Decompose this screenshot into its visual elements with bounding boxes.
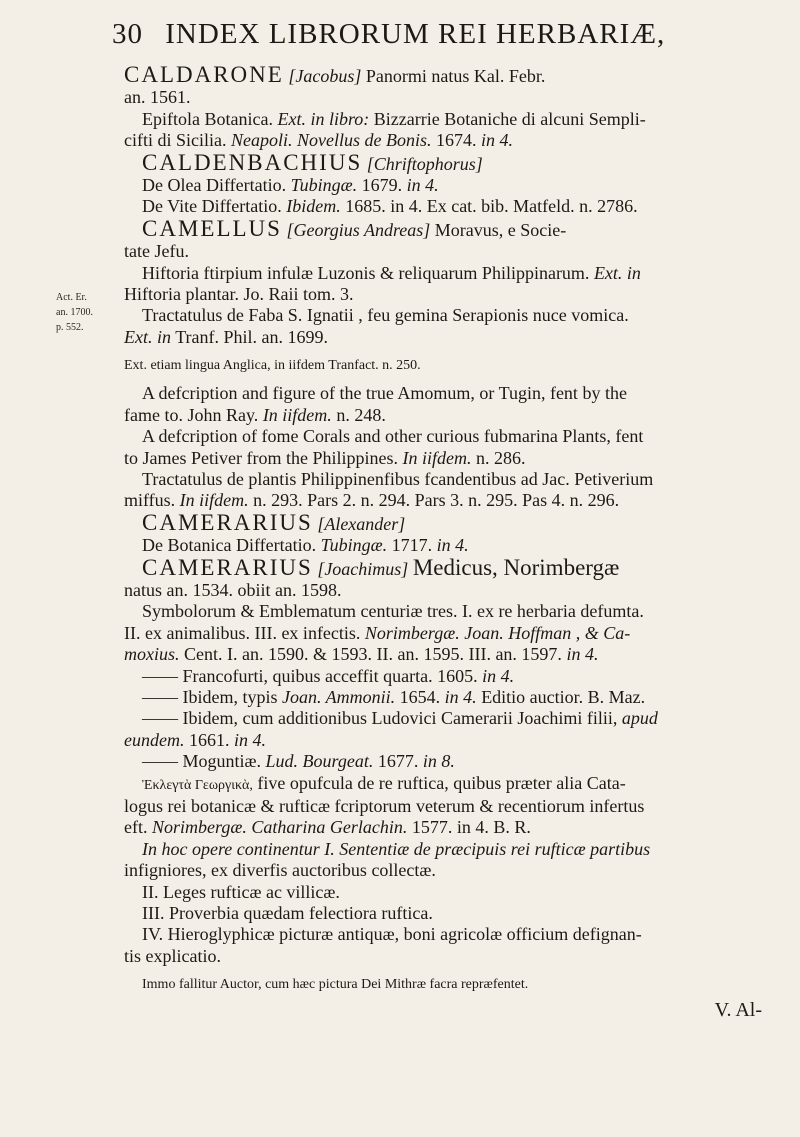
- text-span: Neapoli. Novellus de Bonis.: [230, 130, 432, 151]
- text-span: 1674.: [435, 130, 477, 151]
- text-span: Hiftoria ftirpium infulæ Luzonis & reliquarum Philippinarum.: [142, 262, 590, 283]
- text-span: eundem.: [124, 729, 185, 750]
- text-span: In hoc opere continentur I. Sententiæ de præcipuis rei rufticæ partibus: [142, 838, 651, 859]
- text-span: in 4. B. R.: [456, 817, 531, 838]
- text-span: Tubingæ.: [290, 175, 358, 196]
- text-span: in 8.: [422, 751, 455, 772]
- text-span: in 4.: [480, 130, 513, 151]
- text-span: Norimbergæ. Joan. Hoffman , & Ca-: [364, 622, 631, 643]
- author-given-name: [Joachimus]: [317, 558, 409, 579]
- text-line: [124, 535, 764, 556]
- text-line: [124, 490, 764, 511]
- greek-title: Ἐκλεγτὰ Γεωργικὰ,: [142, 777, 253, 793]
- text-span: De Olea Differtatio.: [142, 175, 287, 196]
- text-span: Tranf. Phil. an. 1699.: [175, 326, 329, 347]
- text-line: logus rei botanicæ & rufticæ fcriptorum veterum & recentiorum infertus: [124, 796, 645, 816]
- text-span: —— Ibidem, cum additionibus Ludovici Camerarii Joachimi filii,: [142, 708, 618, 729]
- footnote-line: Immo fallitur Auctor, cum hæc pictura Dei Mithræ facra repræfentet.: [142, 977, 529, 993]
- text-line: an. 1561.: [124, 87, 191, 108]
- text-span: in 4.: [233, 729, 266, 750]
- margin-note-line: Act. Er.: [56, 292, 87, 303]
- text-span: five opufcula de re ruftica, quibus præter alia Cata-: [257, 772, 626, 793]
- text-line: [124, 751, 764, 772]
- text-span: Tubingæ.: [320, 535, 388, 556]
- author-note: Medicus, Norimbergæ: [412, 554, 620, 580]
- text-line: [124, 175, 764, 196]
- text-span: in 4.: [436, 535, 469, 556]
- text-span: eft.: [124, 817, 148, 838]
- author-given-name: [Georgius Andreas]: [286, 219, 431, 240]
- spacer: [124, 375, 764, 383]
- text-span: Ext. in: [593, 262, 641, 283]
- text-line: A defcription and figure of the true Amomum, or Tugin, fent by the: [142, 383, 627, 404]
- text-span: in 4.: [406, 175, 439, 196]
- text-line: Hiftoria plantar. Jo. Raii tom. 3.: [124, 284, 354, 305]
- text-span: fame to. John Ray.: [124, 404, 259, 425]
- entry-heading-camellus: [124, 215, 764, 241]
- text-span: Ext. in libro:: [277, 108, 370, 129]
- text-line: infigniores, ex diverfis auctoribus collectæ.: [124, 860, 436, 881]
- text-span: in 4.: [482, 665, 515, 686]
- text-span: 1661.: [188, 729, 230, 750]
- text-span: In iifdem.: [179, 490, 249, 511]
- entry-heading-camerarius-joachimus: [124, 554, 764, 580]
- text-line: Tractatulus de plantis Philippinenfibus fcandentibus ad Jac. Petiverium: [142, 468, 654, 489]
- page-number: 30: [112, 18, 143, 50]
- author-surname: CALDARONE: [124, 62, 284, 87]
- text-line: IV. Hieroglyphicæ picturæ antiquæ, boni agricolæ officium defignan-: [142, 924, 642, 945]
- text-span: De Vite Differtatio.: [142, 196, 282, 217]
- text-span: moxius.: [124, 644, 180, 665]
- text-line: Tractatulus de Faba S. Ignatii , feu gemina Serapionis nuce vomica.: [142, 305, 629, 326]
- text-line: [124, 327, 764, 348]
- text-line: [124, 109, 764, 130]
- text-line: [124, 708, 764, 729]
- text-span: in 4.: [444, 686, 477, 707]
- author-surname: CAMERARIUS: [142, 509, 313, 535]
- text-span: Ext. in: [124, 326, 171, 347]
- text-span: n. 293. Pars 2. n. 294. Pars 3. n. 295. Pas 4. n. 296.: [253, 490, 620, 511]
- text-span: II. ex animalibus. III. ex infectis.: [124, 622, 361, 643]
- text-span: —— Moguntiæ.: [142, 751, 262, 772]
- text-span: 1654.: [399, 686, 441, 707]
- text-line: [124, 730, 764, 751]
- margin-note: [56, 290, 102, 335]
- text-span: 1577.: [411, 817, 453, 838]
- author-surname: CALDENBACHIUS: [142, 149, 363, 175]
- text-line: tate Jefu.: [124, 241, 189, 262]
- text-span: Lud. Bourgeat.: [265, 751, 374, 772]
- text-span: —— Francofurti, quibus acceffit quarta. 1605.: [142, 665, 478, 686]
- author-given-name: [Alexander]: [317, 513, 406, 534]
- text-span: —— Ibidem, typis: [142, 686, 278, 707]
- text-line: Symbolorum & Emblematum centuriæ tres. I. ex re herbaria defumta.: [142, 601, 644, 622]
- text-span: apud: [621, 708, 658, 729]
- text-line: natus an. 1534. obiit an. 1598.: [124, 579, 342, 600]
- author-note: Panormi natus Kal. Febr.: [365, 66, 546, 86]
- author-surname: CAMERARIUS: [142, 554, 313, 580]
- text-line: [124, 687, 764, 708]
- text-span: Joan. Ammonii.: [282, 686, 396, 707]
- text-line: III. Proverbia quædam felectiora ruftica.: [142, 903, 433, 924]
- text-span: Editio auctior. B. Maz.: [481, 686, 646, 707]
- author-surname: CAMELLUS: [142, 215, 282, 241]
- entry-heading-camerarius-alexander: [124, 509, 764, 535]
- spacer: [124, 348, 764, 356]
- text-span: to James Petiver from the Philippines.: [124, 447, 398, 468]
- text-line: tis explicatio.: [124, 945, 221, 966]
- spacer: [124, 967, 764, 975]
- page-header: [112, 18, 672, 51]
- text-line: Ext. etiam lingua Anglica, in iifdem Tranfact. n. 250.: [124, 358, 421, 374]
- text-span: Epiftola Botanica.: [142, 108, 273, 129]
- text-span: in 4. Ex cat. bib. Matfeld. n. 2786.: [390, 196, 638, 217]
- text-line: [124, 196, 764, 217]
- text-line: II. Leges rufticæ ac villicæ.: [142, 881, 340, 902]
- text-line: [124, 773, 764, 796]
- author-note: Moravus, e Socie-: [434, 219, 567, 240]
- text-span: Cent. I. an. 1590. & 1593. II. an. 1595. III. an. 1597.: [184, 644, 562, 665]
- text-line: [124, 405, 764, 426]
- text-span: miffus.: [124, 490, 176, 511]
- entry-heading-caldarone: [124, 64, 764, 87]
- text-line: [124, 817, 764, 838]
- text-line: [124, 448, 764, 469]
- text-line: [124, 666, 764, 687]
- text-span: 1717.: [391, 535, 433, 556]
- text-span: 1679.: [361, 175, 403, 196]
- text-span: n. 248.: [336, 404, 386, 425]
- text-span: cifti di Sicilia.: [124, 130, 227, 151]
- text-line: [124, 263, 764, 284]
- text-span: 1677.: [377, 751, 419, 772]
- author-given-name: [Jacobus]: [288, 66, 362, 86]
- entry-heading-caldenbachius: [124, 149, 764, 175]
- running-title: INDEX LIBRORUM REI HERBARIÆ,: [165, 18, 666, 50]
- text-line: [124, 839, 764, 860]
- margin-note-line: an. 1700.: [56, 307, 93, 318]
- text-span: De Botanica Differtatio.: [142, 535, 317, 556]
- text-span: In iifdem.: [402, 447, 472, 468]
- author-given-name: [Chriftophorus]: [366, 153, 483, 174]
- text-span: in 4.: [566, 644, 599, 665]
- text-line: A defcription of fome Corals and other curious fubmarina Plants, fent: [142, 426, 644, 447]
- text-line: [124, 623, 764, 644]
- text-span: Bizzarrie Botaniche di alcuni Sempli-: [373, 108, 646, 129]
- text-span: Norimbergæ. Catharina Gerlachin.: [151, 817, 408, 838]
- text-line: [124, 644, 764, 665]
- index-body: [124, 64, 764, 1022]
- margin-note-line: p. 552.: [56, 322, 84, 333]
- text-span: n. 286.: [475, 447, 526, 468]
- text-span: Ibidem.: [286, 196, 341, 217]
- catchword: V. Al-: [714, 999, 762, 1022]
- text-span: 1685.: [345, 196, 386, 217]
- text-span: In iifdem.: [262, 404, 332, 425]
- text-line: [124, 130, 764, 151]
